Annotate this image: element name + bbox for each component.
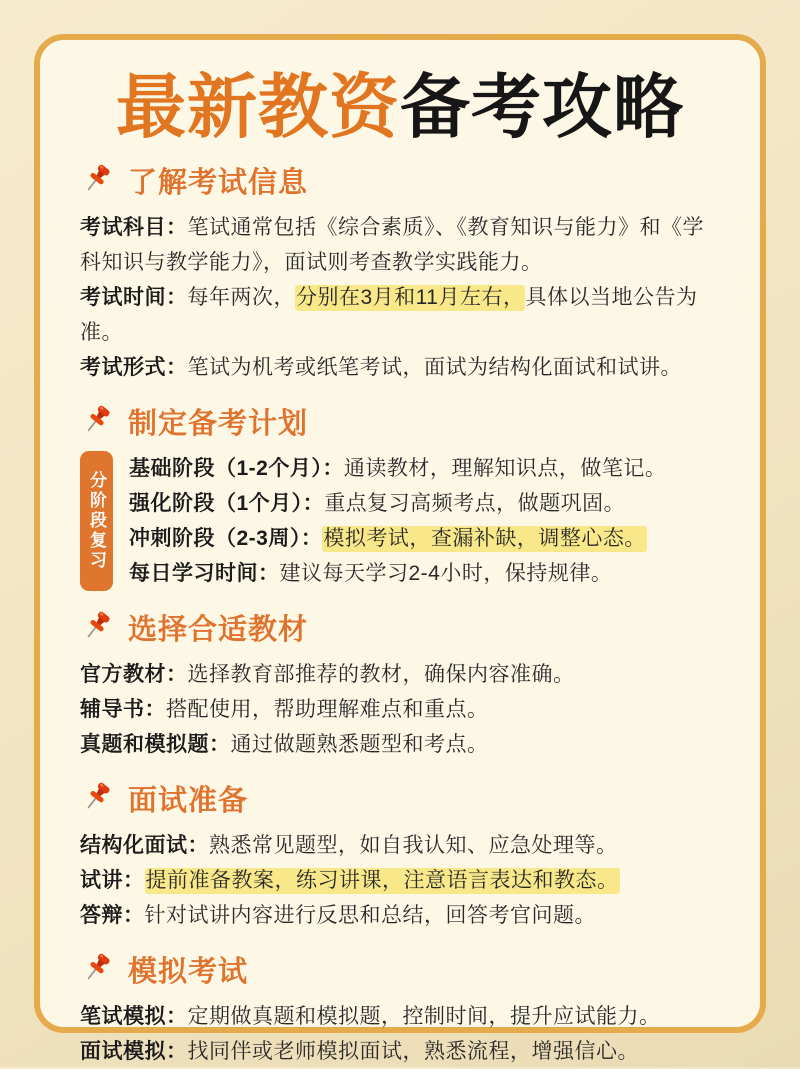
section-heading (80, 160, 720, 201)
info-text: 通过做题熟悉题型和考点。 (230, 733, 489, 757)
info-label: 考试形式： (80, 356, 188, 380)
page-title-black: 备考攻略 (400, 66, 684, 148)
info-label: 答辩： (80, 904, 145, 928)
info-text: 笔试通常包括《综合素质》、《教育知识与能力》和《学科知识与教学能力》，面试则考查教学实践能力。 (80, 216, 704, 275)
section-items (129, 451, 720, 591)
page-title (80, 66, 720, 148)
info-line (80, 1034, 720, 1069)
info-label: 考试科目： (80, 216, 188, 240)
info-text: 搭配使用，帮助理解难点和重点。 (166, 698, 489, 722)
section-title: 制定备考计划 (128, 408, 309, 441)
info-label: 结构化面试： (80, 834, 209, 858)
info-text: 笔试为机考或纸笔考试，面试为结构化面试和试讲。 (187, 356, 682, 380)
info-text: 每年两次， (187, 286, 295, 310)
info-text: 具体以当地公告为准。 (80, 286, 698, 345)
section-heading (80, 401, 720, 442)
section (80, 401, 720, 591)
info-text: 找同伴或老师模拟面试，熟悉流程，增强信心。 (187, 1040, 639, 1064)
info-line (80, 727, 720, 762)
info-text: 重点复习高频考点，做题巩固。 (324, 492, 626, 516)
section-items (80, 657, 720, 762)
poster-card (34, 34, 766, 1064)
info-line (129, 451, 720, 486)
info-line (80, 210, 720, 280)
section-items (80, 828, 720, 933)
info-line (80, 999, 720, 1034)
section (80, 778, 720, 933)
info-text: 建议每天学习2-4小时，保持规律。 (279, 562, 613, 586)
info-label: 真题和模拟题： (80, 733, 231, 757)
section-title: 选择合适教材 (128, 614, 309, 647)
info-line (80, 280, 720, 350)
info-line (80, 863, 720, 898)
pushpin-icon (80, 952, 116, 988)
pushpin-icon (80, 610, 116, 646)
section-body (80, 657, 720, 762)
info-label: 辅导书： (80, 698, 166, 722)
info-text: 选择教育部推荐的教材，确保内容准确。 (187, 663, 575, 687)
info-label: 每日学习时间： (129, 562, 280, 586)
page-title-orange: 最新教资 (116, 66, 400, 148)
highlighted-text: 提前准备教案，练习讲课，注意语言表达和教态。 (145, 869, 619, 893)
section (80, 607, 720, 762)
section (80, 160, 720, 385)
info-label: 考试时间： (80, 286, 188, 310)
info-label: 试讲： (80, 869, 145, 893)
info-line (129, 521, 720, 556)
info-label: 官方教材： (80, 663, 188, 687)
section-body (80, 999, 720, 1069)
highlighted-text: 模拟考试，查漏补缺，调整心态。 (323, 527, 646, 551)
pushpin-icon (80, 163, 116, 199)
info-label: 面试模拟： (80, 1040, 188, 1064)
info-text: 熟悉常见题型，如自我认知、应急处理等。 (209, 834, 618, 858)
section-heading (80, 607, 720, 648)
info-line (129, 556, 720, 591)
section-items (80, 210, 720, 385)
content (80, 160, 720, 1069)
section-body (80, 828, 720, 933)
section-title: 模拟考试 (128, 956, 249, 989)
info-line (80, 898, 720, 933)
section-title: 面试准备 (128, 785, 249, 818)
info-line (80, 657, 720, 692)
info-line (80, 350, 720, 385)
section-heading (80, 949, 720, 990)
info-label: 笔试模拟： (80, 1005, 188, 1029)
side-tab: 分阶段复习 (80, 451, 113, 591)
info-text: 针对试讲内容进行反思和总结，回答考官问题。 (144, 904, 596, 928)
section-items (80, 999, 720, 1069)
info-label: 冲刺阶段（2-3周）： (129, 527, 323, 551)
info-line (80, 692, 720, 727)
info-text: 定期做真题和模拟题，控制时间，提升应试能力。 (187, 1005, 661, 1029)
section-body (80, 210, 720, 385)
info-label: 基础阶段（1-2个月）： (129, 457, 344, 481)
section (80, 949, 720, 1069)
section-body (80, 451, 720, 591)
info-line (80, 828, 720, 863)
info-label: 强化阶段（1个月）： (129, 492, 325, 516)
highlighted-text: 分别在3月和11月左右， (296, 286, 525, 310)
section-title: 了解考试信息 (128, 167, 309, 200)
pushpin-icon (80, 404, 116, 440)
pushpin-icon (80, 781, 116, 817)
section-heading (80, 778, 720, 819)
info-line (129, 486, 720, 521)
info-text: 通读教材，理解知识点，做笔记。 (343, 457, 667, 481)
